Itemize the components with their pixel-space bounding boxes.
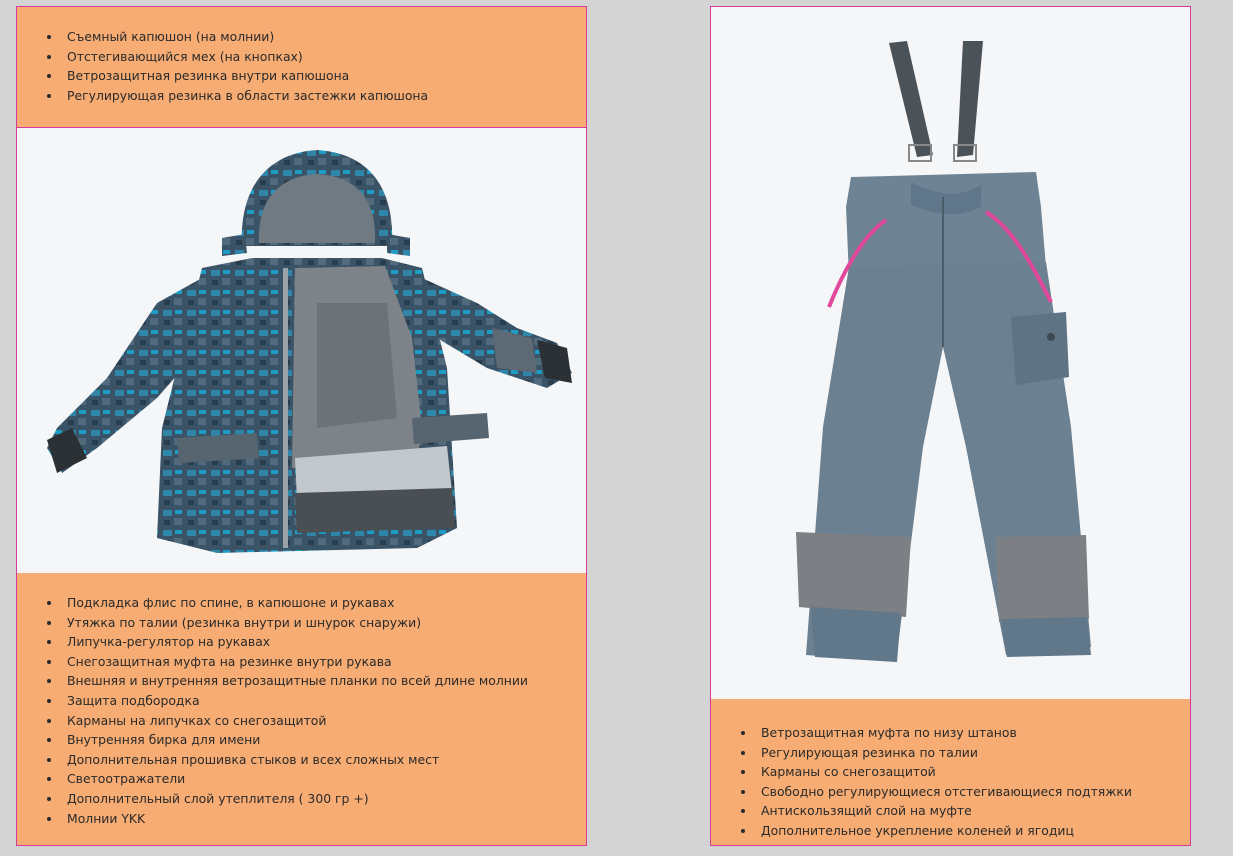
pants-features-list	[739, 723, 1190, 841]
list-item: Дополнительная прошивка стыков и всех сложных мест	[45, 750, 586, 770]
list-item: Съемный капюшон (на молнии)	[45, 27, 586, 47]
jacket-illustration	[17, 128, 586, 573]
list-item: Подкладка флис по спине, в капюшоне и рукавах	[45, 593, 586, 613]
jacket-top-features-box	[17, 7, 586, 128]
jacket-photo	[17, 127, 586, 574]
jacket-top-features-list	[45, 27, 586, 105]
list-item: Регулирующая резинка по талии	[739, 743, 1190, 763]
list-item: Внешняя и внутренняя ветрозащитные планки по всей длине молнии	[45, 671, 586, 691]
list-item: Свободно регулирующиеся отстегивающиеся подтяжки	[739, 782, 1190, 802]
list-item: Внутренняя бирка для имени	[45, 730, 586, 750]
jacket-bottom-features-box	[17, 573, 586, 845]
list-item: Карманы на липучках со снегозащитой	[45, 711, 586, 731]
list-item: Липучка-регулятор на рукавах	[45, 632, 586, 652]
jacket-panel	[16, 6, 587, 846]
list-item: Антискользящий слой на муфте	[739, 801, 1190, 821]
list-item: Утяжка по талии (резинка внутри и шнурок снаружи)	[45, 613, 586, 633]
list-item: Снегозащитная муфта на резинке внутри рукава	[45, 652, 586, 672]
list-item: Светоотражатели	[45, 769, 586, 789]
list-item: Защита подбородка	[45, 691, 586, 711]
pants-illustration	[711, 7, 1190, 698]
pants-features-box	[711, 699, 1190, 845]
list-item: Молнии YKK	[45, 809, 586, 829]
list-item: Дополнительный слой утеплителя ( 300 гр +)	[45, 789, 586, 809]
pants-panel	[710, 6, 1191, 846]
list-item: Регулирующая резинка в области застежки капюшона	[45, 86, 586, 106]
jacket-bottom-features-list	[45, 593, 586, 828]
list-item: Карманы со снегозащитой	[739, 762, 1190, 782]
list-item: Дополнительное укрепление коленей и ягодиц	[739, 821, 1190, 841]
list-item: Ветрозащитная резинка внутри капюшона	[45, 66, 586, 86]
list-item: Ветрозащитная муфта по низу штанов	[739, 723, 1190, 743]
list-item: Отстегивающийся мех (на кнопках)	[45, 47, 586, 67]
pants-photo	[711, 7, 1190, 700]
